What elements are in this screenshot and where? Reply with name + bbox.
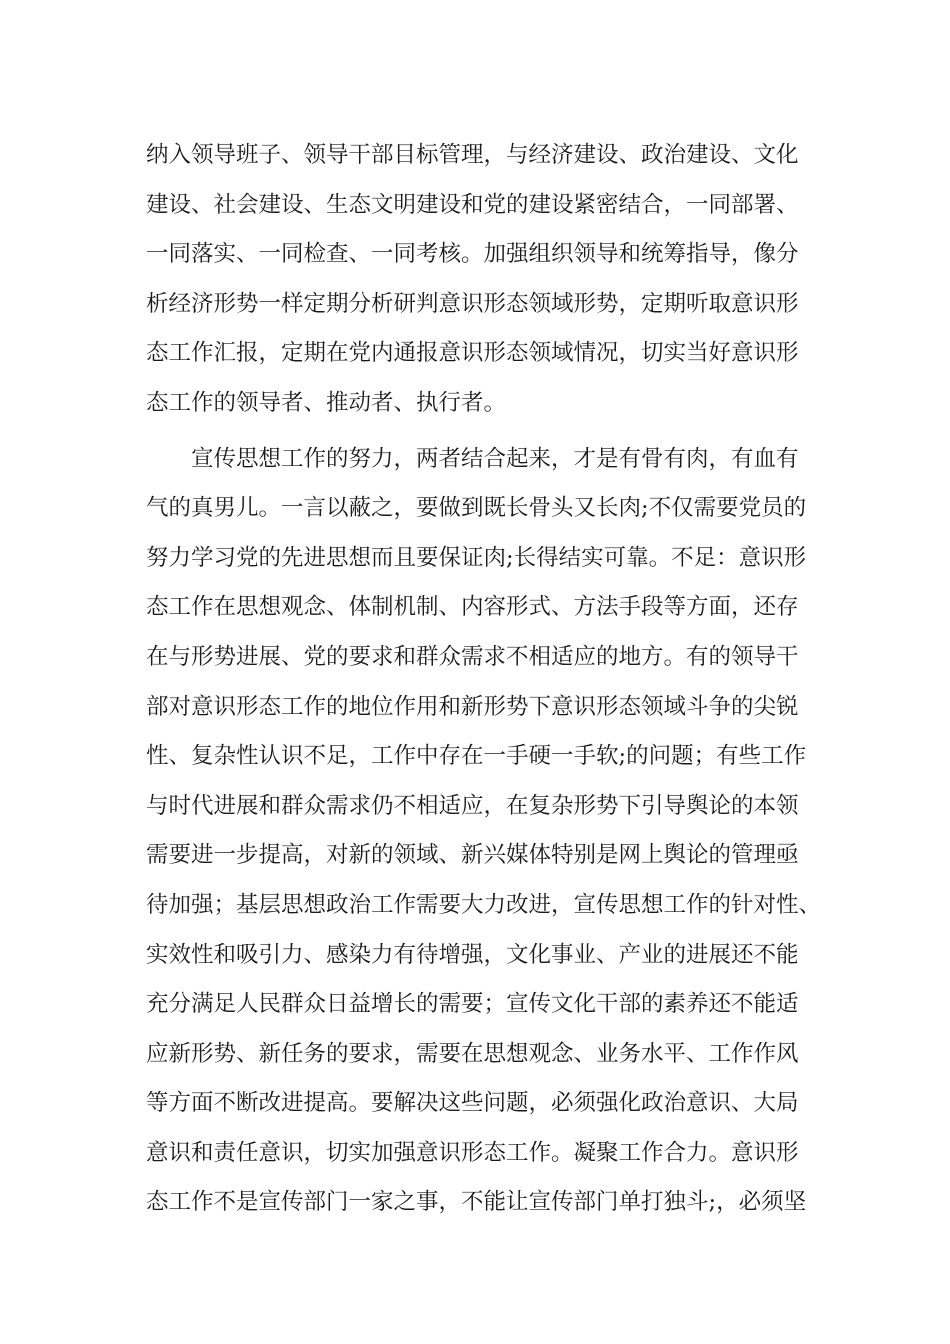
text-line: 态工作在思想观念、体制机制、内容形式、方法手段等方面，还存 <box>146 594 799 621</box>
text-line: 在与形势进展、党的要求和群众需求不相适应的地方。有的领导干 <box>146 643 799 670</box>
text-line: 态工作的领导者、推动者、执行者。 <box>146 389 507 416</box>
text-line: 待加强；基层思想政治工作需要大力改进，宣传思想工作的针对性、 <box>146 891 822 918</box>
text-line: 态工作汇报，定期在党内通报意识形态领域情况，切实当好意识形 <box>146 340 799 367</box>
text-line: 充分满足人民群众日益增长的需要；宣传文化干部的素养还不能适 <box>146 991 799 1018</box>
text-line-first-indented: 宣传思想工作的努力，两者结合起来，才是有骨有肉，有血有 <box>191 445 799 472</box>
text-line: 部对意识形态工作的地位作用和新形势下意识形态领域斗争的尖锐 <box>146 693 799 720</box>
text-line: 建设、社会建设、生态文明建设和党的建设紧密结合，一同部署、 <box>146 191 799 218</box>
paragraph-2 <box>146 435 826 1229</box>
text-line: 析经济形势一样定期分析研判意识形态领域形势，定期听取意识形 <box>146 290 799 317</box>
text-line: 应新形势、新任务的要求，需要在思想观念、业务水平、工作作风 <box>146 1040 799 1067</box>
document-body <box>146 131 826 1228</box>
text-line: 性、复杂性认识不足，工作中存在一手硬一手软;的问题；有些工作 <box>146 743 807 770</box>
text-line: 需要进一步提高，对新的领域、新兴媒体特别是网上舆论的管理亟 <box>146 842 799 869</box>
text-line: 气的真男儿。一言以蔽之，要做到既长骨头又长肉;不仅需要党员的 <box>146 495 807 522</box>
text-line: 努力学习党的先进思想而且要保证肉;长得结实可靠。不足：意识形 <box>146 544 807 571</box>
text-line: 等方面不断改进提高。要解决这些问题，必须强化政治意识、大局 <box>146 1090 799 1117</box>
text-line: 纳入领导班子、领导干部目标管理，与经济建设、政治建设、文化 <box>146 142 799 168</box>
paragraph-1 <box>146 131 826 429</box>
text-line: 实效性和吸引力、感染力有待增强，文化事业、产业的进展还不能 <box>146 941 799 968</box>
text-line: 一同落实、一同检查、一同考核。加强组织领导和统筹指导，像分 <box>146 241 799 268</box>
text-line: 意识和责任意识，切实加强意识形态工作。凝聚工作合力。意识形 <box>146 1139 799 1166</box>
text-line: 态工作不是宣传部门一家之事，不能让宣传部门单打独斗;，必须坚 <box>146 1189 807 1216</box>
text-line: 与时代进展和群众需求仍不相适应，在复杂形势下引导舆论的本领 <box>146 792 799 819</box>
